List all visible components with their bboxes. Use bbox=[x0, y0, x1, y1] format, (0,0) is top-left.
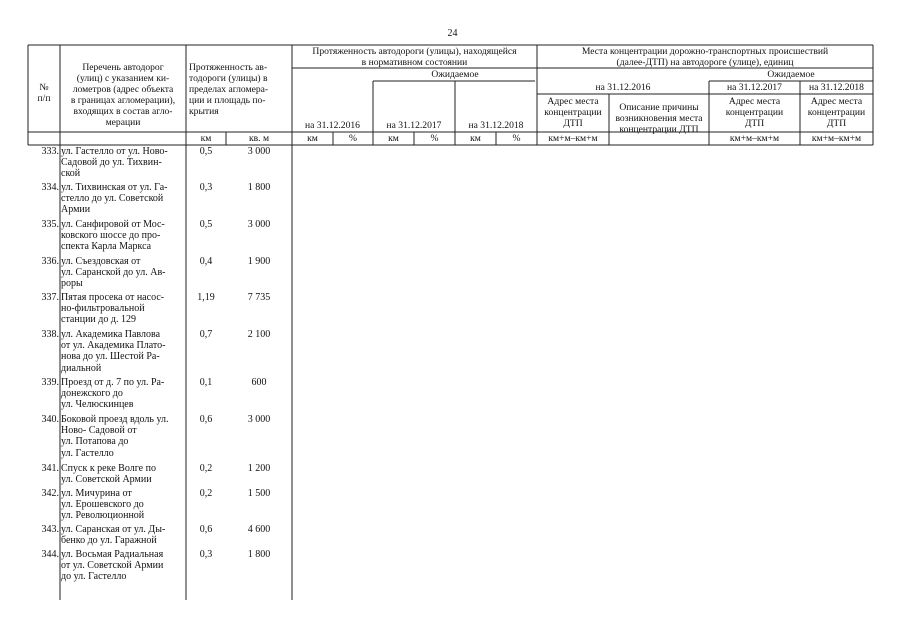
road-name: Пятая просека от насос- но-фильтровальной станции до д. 129 bbox=[61, 292, 165, 326]
header-normative-group-text: Протяженность автодороги (улицы), находящейся в нормативном состоянии bbox=[312, 46, 517, 68]
header-road-list-text: Перечень автодорог (улиц) с указанием ки- лометров (адрес объекта в границах агломерации), входящих в состав агло- мерации bbox=[70, 62, 176, 128]
header-dtp-address-2017-text: Адрес места концентрации ДТП bbox=[725, 96, 784, 129]
unit-pct-2016: % bbox=[349, 133, 357, 144]
unit-pct-2017: % bbox=[430, 133, 439, 144]
unit-addr-2017: км+м–км+м bbox=[729, 133, 780, 144]
road-name: ул. Тихвинская от ул. Га- стелло до ул. Советской Армии bbox=[61, 182, 168, 216]
road-area-sqm: 1 800 bbox=[247, 549, 271, 560]
road-length-km: 0,5 bbox=[199, 146, 213, 157]
header-dtp-date-2017: на 31.12.2017 bbox=[727, 82, 782, 93]
unit-addr-2018: км+м–км+м bbox=[811, 133, 862, 144]
row-number: 340. bbox=[41, 414, 59, 425]
road-length-km: 0,7 bbox=[199, 329, 213, 340]
unit-km-2018: км bbox=[470, 133, 481, 144]
header-dtp-group bbox=[537, 46, 873, 68]
road-area-sqm: 3 000 bbox=[247, 146, 271, 157]
road-name: ул. Мичурина от ул. Ерошевского до ул. Революционной bbox=[61, 488, 145, 522]
header-date-2016: на 31.12.2016 bbox=[305, 120, 360, 131]
road-area-sqm: 3 000 bbox=[247, 219, 271, 230]
road-name: Спуск к реке Волге по ул. Советской Армии bbox=[61, 463, 156, 486]
road-area-sqm: 4 600 bbox=[247, 524, 271, 535]
road-length-km: 0,6 bbox=[199, 414, 213, 425]
header-dtp-address-2016-text: Адрес места концентрации ДТП bbox=[544, 96, 602, 129]
header-expected-dtp: Ожидаемое bbox=[767, 69, 815, 80]
header-date-2018: на 31.12.2018 bbox=[468, 120, 524, 131]
header-dtp-reason-text: Описание причины возникновения места концентрации ДТП bbox=[615, 102, 703, 135]
unit-addr-2016: км+м–км+м bbox=[548, 133, 598, 144]
unit-area: кв. м bbox=[248, 133, 270, 144]
unit-km: км bbox=[200, 133, 212, 144]
row-number: 339. bbox=[41, 377, 59, 388]
road-length-km: 0,1 bbox=[199, 377, 213, 388]
page-number: 24 bbox=[447, 28, 458, 39]
header-length-group-text: Протяженность ав- тодороги (улицы) в пределах агломера- ции и площадь по- крытия bbox=[189, 62, 269, 117]
road-area-sqm: 2 100 bbox=[247, 329, 271, 340]
header-num-text: № п/п bbox=[37, 82, 51, 104]
road-name: ул. Санфировой от Мос- ковского шоссе до про- спекта Карла Маркса bbox=[61, 219, 165, 253]
road-area-sqm: 1 800 bbox=[247, 182, 271, 193]
road-name: ул. Восьмая Радиальная от ул. Советской Армии до ул. Гастелло bbox=[61, 549, 164, 583]
header-expected: Ожидаемое bbox=[431, 69, 479, 80]
header-num bbox=[28, 82, 60, 104]
row-number: 335. bbox=[41, 219, 59, 230]
unit-km-2016: км bbox=[307, 133, 318, 144]
header-dtp-address-2016 bbox=[537, 96, 609, 129]
road-area-sqm: 1 900 bbox=[247, 256, 271, 267]
unit-pct-2018: % bbox=[512, 133, 521, 144]
unit-km-2017: км bbox=[388, 133, 399, 144]
row-number: 333. bbox=[41, 146, 59, 157]
row-number: 338. bbox=[41, 329, 59, 340]
road-name: ул. Съездовская от ул. Саранской до ул. Ав- роры bbox=[61, 256, 166, 290]
road-name: ул. Академика Павлова от ул. Академика Плато- нова до ул. Шестой Ра- диальной bbox=[61, 329, 166, 374]
row-number: 334. bbox=[41, 182, 59, 193]
road-length-km: 0,2 bbox=[199, 488, 213, 499]
road-name: Боковой проезд вдоль ул. Ново- Садовой от ул. Потапова до ул. Гастелло bbox=[61, 414, 169, 459]
road-area-sqm: 1 500 bbox=[247, 488, 271, 499]
row-number: 341. bbox=[41, 463, 59, 474]
header-road-list bbox=[60, 62, 186, 128]
road-area-sqm: 600 bbox=[251, 377, 267, 388]
road-length-km: 0,5 bbox=[199, 219, 213, 230]
road-length-km: 0,6 bbox=[199, 524, 213, 535]
road-length-km: 0,3 bbox=[199, 549, 213, 560]
header-normative-group bbox=[292, 46, 537, 68]
road-name: ул. Саранская от ул. Ды- бенко до ул. Гаражной bbox=[61, 524, 166, 547]
row-number: 342. bbox=[41, 488, 59, 499]
header-dtp-address-2018-text: Адрес места концентрации ДТП bbox=[807, 96, 866, 129]
header-dtp-address-2017 bbox=[709, 96, 800, 129]
header-dtp-date-2016: на 31.12.2016 bbox=[595, 82, 651, 93]
header-dtp-reason bbox=[609, 102, 709, 135]
road-length-km: 0,3 bbox=[199, 182, 213, 193]
header-date-2017: на 31.12.2017 bbox=[386, 120, 442, 131]
header-dtp-group-text: Места концентрации дорожно-транспортных происшествий (далее-ДТП) на автодороге (улице), единиц bbox=[581, 46, 829, 68]
road-name: Проезд от д. 7 по ул. Ра- донежского до ул. Челюскинцев bbox=[61, 377, 165, 411]
road-name: ул. Гастелло от ул. Ново- Садовой до ул. Тихвин- ской bbox=[61, 146, 168, 180]
road-area-sqm: 7 735 bbox=[247, 292, 271, 303]
road-area-sqm: 3 000 bbox=[247, 414, 271, 425]
row-number: 337. bbox=[41, 292, 59, 303]
row-number: 336. bbox=[41, 256, 59, 267]
road-length-km: 0,2 bbox=[199, 463, 213, 474]
road-length-km: 1,19 bbox=[197, 292, 215, 303]
header-dtp-date-2018: на 31.12.2018 bbox=[809, 82, 864, 93]
road-area-sqm: 1 200 bbox=[247, 463, 271, 474]
row-number: 343. bbox=[41, 524, 59, 535]
header-length-group bbox=[187, 62, 293, 117]
header-dtp-address-2018 bbox=[800, 96, 873, 129]
row-number: 344. bbox=[41, 549, 59, 560]
road-length-km: 0,4 bbox=[199, 256, 213, 267]
